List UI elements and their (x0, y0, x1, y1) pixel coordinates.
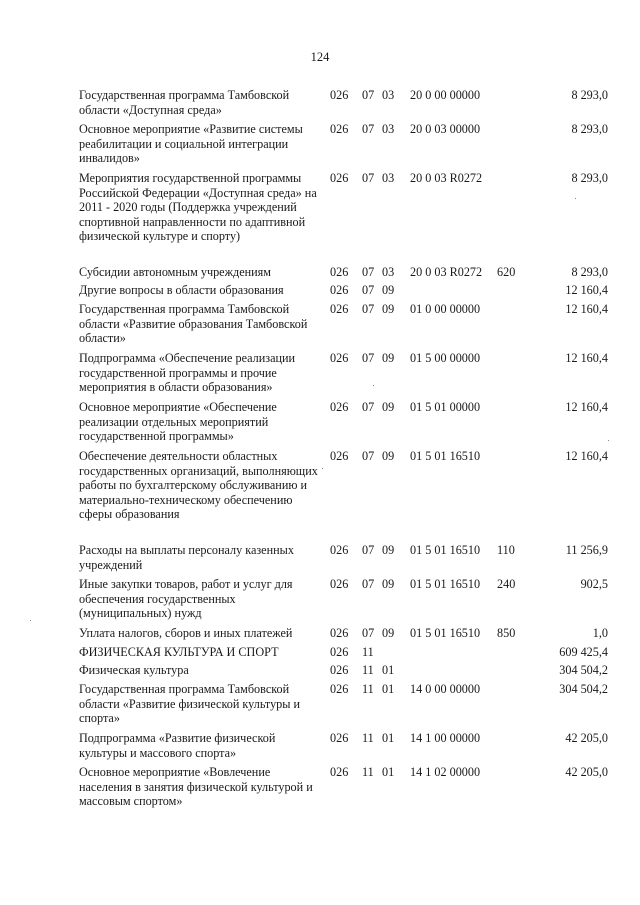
amount: 8 293,0 (571, 122, 608, 136)
section-code: 07 (362, 543, 375, 557)
expense-type-code: 240 (497, 577, 516, 591)
subsection-code: 09 (382, 400, 395, 414)
section-code: 07 (362, 283, 375, 297)
page-number: 124 (310, 50, 330, 64)
subsection-code: 09 (382, 577, 395, 591)
amount: 8 293,0 (571, 265, 608, 279)
subsection-code: 09 (382, 626, 395, 640)
target-article-code: 20 0 03 00000 (410, 122, 481, 136)
item-name: Уплата налогов, сборов и иных платежей (79, 626, 293, 640)
admin-code: 026 (330, 302, 349, 316)
target-article-code: 01 5 01 16510 (410, 577, 481, 591)
subsection-code: 09 (382, 283, 395, 297)
target-article-code: 01 5 01 16510 (410, 449, 481, 463)
admin-code: 026 (330, 351, 349, 365)
admin-code: 026 (330, 283, 349, 297)
subsection-code: 09 (382, 543, 395, 557)
target-article-code: 20 0 03 R0272 (410, 265, 483, 279)
admin-code: 026 (330, 400, 349, 414)
expense-type-code: 110 (497, 543, 515, 557)
section-code: 07 (362, 171, 375, 185)
item-name: Подпрограмма «Обеспечение реализации государственной программы и прочие мероприятия в области образования» (79, 351, 296, 395)
item-name: Физическая культура (79, 663, 189, 677)
scan-speck (30, 620, 31, 621)
amount: 12 160,4 (565, 400, 608, 414)
amount: 609 425,4 (559, 645, 608, 659)
target-article-code: 14 0 00 00000 (410, 682, 481, 696)
admin-code: 026 (330, 731, 349, 745)
item-name: Основное мероприятие «Обеспечение реализации отдельных мероприятий государственной программы» (79, 400, 277, 444)
section-code: 07 (362, 88, 375, 102)
item-name: Основное мероприятие «Развитие системы реабилитации и социальной интеграции инвалидов» (79, 122, 303, 166)
scan-speck (373, 385, 374, 386)
section-code: 07 (362, 577, 375, 591)
admin-code: 026 (330, 682, 349, 696)
amount: 902,5 (580, 577, 608, 591)
section-code: 11 (362, 682, 374, 696)
scan-speck (608, 440, 609, 441)
target-article-code: 14 1 02 00000 (410, 765, 481, 779)
subsection-code: 09 (382, 351, 395, 365)
subsection-code: 03 (382, 265, 395, 279)
item-name: Иные закупки товаров, работ и услуг для обеспечения государственных (муниципальных) нужд (79, 577, 293, 621)
item-name: Мероприятия государственной программы Российской Федерации «Доступная среда» на 2011 - 2020 годы (Поддержка учреждений спортивной направленности по адаптивной физической культуре и спорту) (79, 171, 317, 244)
admin-code: 026 (330, 88, 349, 102)
subsection-code: 09 (382, 449, 395, 463)
admin-code: 026 (330, 171, 349, 185)
amount: 11 256,9 (565, 543, 608, 557)
item-name: Субсидии автономным учреждениям (79, 265, 271, 279)
amount: 1,0 (592, 626, 608, 640)
amount: 42 205,0 (565, 765, 608, 779)
amount: 8 293,0 (571, 88, 608, 102)
amount: 304 504,2 (559, 663, 608, 677)
item-name: Государственная программа Тамбовской области «Доступная среда» (79, 88, 290, 117)
section-code: 11 (362, 663, 374, 677)
target-article-code: 20 0 00 00000 (410, 88, 481, 102)
amount: 304 504,2 (559, 682, 608, 696)
item-name: Подпрограмма «Развитие физической культуры и массового спорта» (79, 731, 276, 760)
subsection-code: 03 (382, 171, 395, 185)
target-article-code: 01 0 00 00000 (410, 302, 481, 316)
admin-code: 026 (330, 626, 349, 640)
target-article-code: 20 0 03 R0272 (410, 171, 483, 185)
subsection-code: 01 (382, 765, 395, 779)
scan-speck (322, 468, 323, 469)
section-code: 07 (362, 265, 375, 279)
subsection-code: 03 (382, 122, 395, 136)
admin-code: 026 (330, 645, 349, 659)
subsection-code: 01 (382, 731, 395, 745)
item-name: Государственная программа Тамбовской области «Развитие физической культуры и спорта» (79, 682, 301, 726)
item-name: Другие вопросы в области образования (79, 283, 284, 297)
expense-type-code: 850 (497, 626, 516, 640)
subsection-code: 09 (382, 302, 395, 316)
item-name: ФИЗИЧЕСКАЯ КУЛЬТУРА И СПОРТ (79, 645, 279, 659)
section-code: 11 (362, 765, 374, 779)
target-article-code: 01 5 01 16510 (410, 543, 481, 557)
section-code: 11 (362, 645, 374, 659)
section-code: 07 (362, 122, 375, 136)
amount: 8 293,0 (571, 171, 608, 185)
section-code: 07 (362, 626, 375, 640)
target-article-code: 01 5 01 00000 (410, 400, 481, 414)
amount: 12 160,4 (565, 283, 608, 297)
amount: 42 205,0 (565, 731, 608, 745)
item-name: Обеспечение деятельности областных государственных организаций, выполняющих работы по бухгалтерскому обслуживанию и материально-техническому обеспечению сферы образования (79, 449, 318, 522)
admin-code: 026 (330, 449, 349, 463)
admin-code: 026 (330, 663, 349, 677)
section-code: 07 (362, 302, 375, 316)
admin-code: 026 (330, 265, 349, 279)
expense-type-code: 620 (497, 265, 516, 279)
admin-code: 026 (330, 765, 349, 779)
section-code: 07 (362, 400, 375, 414)
admin-code: 026 (330, 122, 349, 136)
amount: 12 160,4 (565, 351, 608, 365)
amount: 12 160,4 (565, 449, 608, 463)
target-article-code: 14 1 00 00000 (410, 731, 481, 745)
admin-code: 026 (330, 543, 349, 557)
target-article-code: 01 5 00 00000 (410, 351, 481, 365)
amount: 12 160,4 (565, 302, 608, 316)
subsection-code: 01 (382, 682, 395, 696)
subsection-code: 01 (382, 663, 395, 677)
item-name: Государственная программа Тамбовской области «Развитие образования Тамбовской области» (79, 302, 308, 346)
admin-code: 026 (330, 577, 349, 591)
item-name: Основное мероприятие «Вовлечение населения в занятия физической культурой и массовым спортом» (79, 765, 313, 809)
target-article-code: 01 5 01 16510 (410, 626, 481, 640)
section-code: 11 (362, 731, 374, 745)
item-name: Расходы на выплаты персоналу казенных учреждений (79, 543, 294, 572)
section-code: 07 (362, 449, 375, 463)
section-code: 07 (362, 351, 375, 365)
scan-speck (575, 198, 576, 199)
subsection-code: 03 (382, 88, 395, 102)
